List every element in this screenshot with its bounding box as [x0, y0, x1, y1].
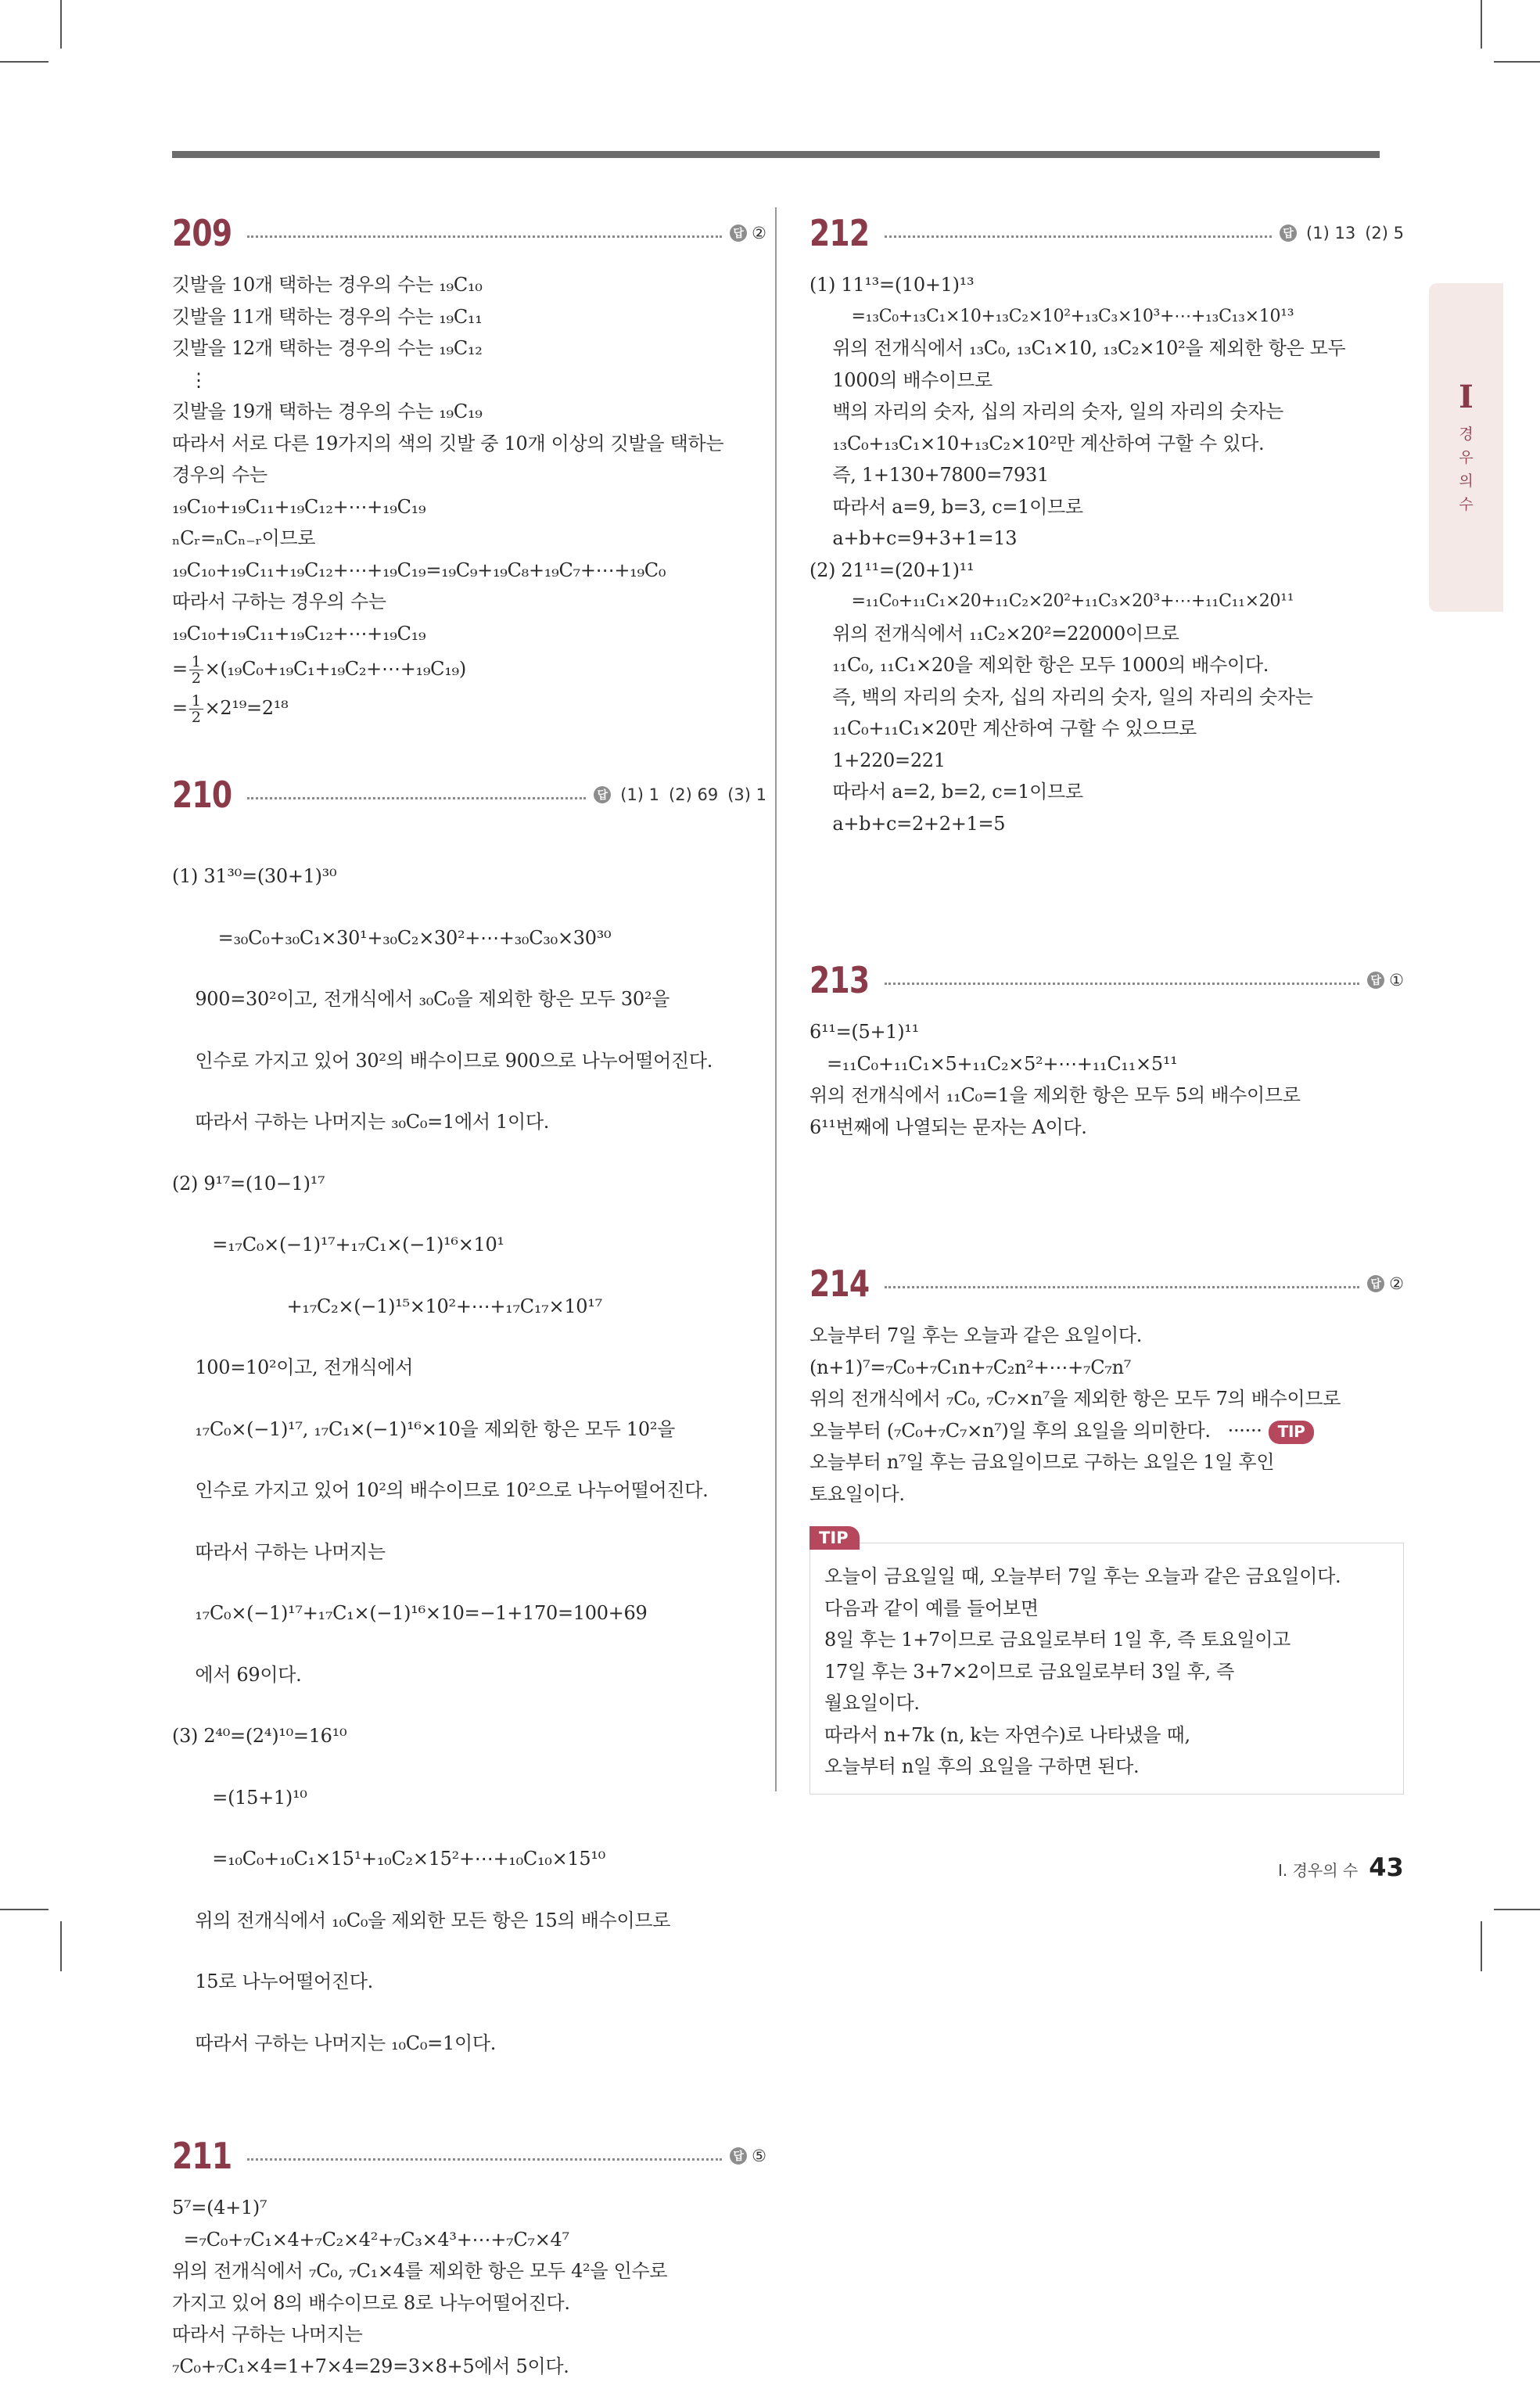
chapter-title-vertical	[1429, 422, 1503, 516]
solution-line: 토요일이다.	[809, 1478, 1404, 1511]
problem-211	[172, 2132, 766, 2382]
chapter-char: 경	[1429, 422, 1503, 446]
solution-line: 백의 자리의 숫자, 십의 자리의 숫자, 일의 자리의 숫자는	[809, 396, 1404, 428]
leader-dots	[247, 797, 586, 799]
problem-214	[809, 1260, 1404, 1795]
crop-mark	[0, 61, 48, 63]
problem-header	[172, 210, 766, 257]
answer-value: ②	[1389, 1274, 1404, 1293]
solution-body	[172, 2192, 766, 2382]
chapter-side-tab	[1429, 283, 1503, 612]
solution-line: 인수로 가지고 있어 30²의 배수이므로 900으로 나누어떨어진다.	[172, 1045, 766, 1077]
solution-line: =₁₇C₀×(−1)¹⁷+₁₇C₁×(−1)¹⁶×10¹	[172, 1229, 766, 1261]
problem-number: 212	[809, 212, 866, 254]
fraction	[189, 693, 203, 725]
solution-line: 깃발을 10개 택하는 경우의 수는 ₁₉C₁₀	[172, 269, 766, 301]
solution-line: ₙCᵣ=ₙCₙ₋ᵣ이므로	[172, 523, 766, 555]
solution-line: 즉, 백의 자리의 숫자, 십의 자리의 숫자, 일의 자리의 숫자는	[809, 681, 1404, 713]
fraction-denominator: 2	[189, 710, 203, 725]
answer	[1280, 224, 1404, 243]
answer-mark-icon: 답	[594, 786, 611, 803]
page-footer	[1278, 1852, 1404, 1882]
page-number: 43	[1369, 1852, 1404, 1882]
solution-line: ⋮	[172, 365, 766, 397]
solution-line: (1) 11¹³=(10+1)¹³	[809, 269, 1404, 301]
answer-mark-icon: 답	[1367, 972, 1384, 989]
problem-header	[172, 2132, 766, 2179]
answer-mark-icon: 답	[730, 2147, 747, 2165]
solution-line: (1) 31³⁰=(30+1)³⁰	[172, 860, 766, 893]
answer-mark-icon: 답	[730, 225, 747, 242]
tip-badge: TIP	[1269, 1421, 1315, 1444]
solution-line: 위의 전개식에서 ₁₁C₂×20²=22000이므로	[809, 618, 1404, 650]
solution-line: 인수로 가지고 있어 10²의 배수이므로 10²으로 나누어떨어진다.	[172, 1475, 766, 1507]
solution-line: 6¹¹=(5+1)¹¹	[809, 1016, 1404, 1048]
right-column	[809, 210, 1404, 1795]
fraction-line	[172, 649, 766, 688]
tip-line: 8일 후는 1+7이므로 금요일로부터 1일 후, 즉 토요일이고	[824, 1624, 1389, 1656]
problem-number: 214	[809, 1263, 866, 1305]
column-divider	[775, 207, 777, 1791]
solution-line: 100=10²이고, 전개식에서	[172, 1352, 766, 1384]
solution-body	[809, 1320, 1404, 1795]
crop-mark	[1481, 0, 1482, 49]
answer-value: (1) 1	[620, 785, 659, 804]
header-rule	[172, 151, 1380, 158]
solution-line: 따라서 a=2, b=2, c=1이므로	[809, 776, 1404, 808]
left-column	[172, 210, 766, 2382]
problem-212	[809, 210, 1404, 839]
solution-line: 오늘부터 7일 후는 오늘과 같은 요일이다.	[809, 1320, 1404, 1352]
solution-body	[172, 831, 766, 2089]
fraction-line	[172, 688, 766, 728]
chapter-numeral: I	[1429, 379, 1503, 415]
problem-number: 209	[172, 212, 228, 254]
answer-mark-icon: 답	[1280, 225, 1297, 242]
solution-body	[809, 1016, 1404, 1143]
solution-line: 위의 전개식에서 ₁₁C₀=1을 제외한 항은 모두 5의 배수이므로	[809, 1080, 1404, 1112]
answer	[1367, 971, 1404, 990]
solution-line: 위의 전개식에서 ₇C₀, ₇C₇×n⁷을 제외한 항은 모두 7의 배수이므로	[809, 1383, 1404, 1415]
answer-value: ②	[752, 224, 766, 243]
crop-mark	[0, 1909, 48, 1910]
problem-number: 213	[809, 959, 866, 1001]
solution-line: =₁₀C₀+₁₀C₁×15¹+₁₀C₂×15²+⋯+₁₀C₁₀×15¹⁰	[172, 1843, 766, 1875]
answer	[730, 2147, 766, 2165]
solution-line: ₁₇C₀×(−1)¹⁷, ₁₇C₁×(−1)¹⁶×10을 제외한 항은 모두 10²을	[172, 1414, 766, 1446]
problem-209	[172, 210, 766, 728]
solution-line: =₁₁C₀+₁₁C₁×20+₁₁C₂×20²+₁₁C₃×20³+⋯+₁₁C₁₁×20¹¹	[809, 586, 1404, 618]
solution-line: 깃발을 19개 택하는 경우의 수는 ₁₉C₁₉	[172, 396, 766, 428]
solution-line: +₁₇C₂×(−1)¹⁵×10²+⋯+₁₇C₁₇×10¹⁷	[172, 1291, 766, 1323]
solution-line: ₁₁C₀, ₁₁C₁×20을 제외한 항은 모두 1000의 배수이다.	[809, 649, 1404, 681]
solution-line: a+b+c=2+2+1=5	[809, 808, 1404, 840]
problem-header	[809, 210, 1404, 257]
solution-line: (3) 2⁴⁰=(2⁴)¹⁰=16¹⁰	[172, 1720, 766, 1752]
fraction-denominator: 2	[189, 670, 203, 686]
solution-line: 위의 전개식에서 ₇C₀, ₇C₁×4를 제외한 항은 모두 4²을 인수로	[172, 2255, 766, 2287]
solution-line: 깃발을 12개 택하는 경우의 수는 ₁₉C₁₂	[172, 332, 766, 365]
solution-line: a+b+c=9+3+1=13	[809, 523, 1404, 555]
tip-box	[809, 1543, 1404, 1795]
fraction-rest: ×(₁₉C₀+₁₉C₁+₁₉C₂+⋯+₁₉C₁₉)	[205, 658, 466, 680]
leader-dots	[885, 235, 1272, 238]
solution-line: (2) 9¹⁷=(10−1)¹⁷	[172, 1168, 766, 1200]
problem-number: 211	[172, 2135, 228, 2177]
tip-reference-text: 오늘부터 (₇C₀+₇C₇×n⁷)일 후의 요일을 의미한다. ······	[809, 1420, 1262, 1442]
solution-line: 1+220=221	[809, 745, 1404, 777]
answer	[1367, 1274, 1404, 1293]
problem-header	[809, 1260, 1404, 1307]
chapter-char: 우	[1429, 446, 1503, 469]
solution-line: =₁₁C₀+₁₁C₁×5+₁₁C₂×5²+⋯+₁₁C₁₁×5¹¹	[809, 1048, 1404, 1080]
solution-line: 깃발을 11개 택하는 경우의 수는 ₁₉C₁₁	[172, 301, 766, 333]
problem-210	[172, 771, 766, 2089]
crop-mark	[1481, 1921, 1482, 1971]
solution-line: 에서 69이다.	[172, 1659, 766, 1691]
solution-line: ₁₉C₁₀+₁₉C₁₁+₁₉C₁₂+⋯+₁₉C₁₉	[172, 618, 766, 650]
crop-mark	[1494, 1909, 1540, 1910]
solution-line: 즉, 1+130+7800=7931	[809, 459, 1404, 491]
solution-line: ₁₉C₁₀+₁₉C₁₁+₁₉C₁₂+⋯+₁₉C₁₉=₁₉C₉+₁₉C₈+₁₉C₇+⋯+₁₉C₀	[172, 555, 766, 587]
equals-sign: =	[172, 658, 188, 680]
leader-dots	[247, 235, 722, 238]
problem-header	[809, 957, 1404, 1004]
solution-line: 위의 전개식에서 ₁₀C₀을 제외한 모든 항은 15의 배수이므로	[172, 1905, 766, 1937]
solution-line: 1000의 배수이므로	[809, 365, 1404, 397]
leader-dots	[885, 983, 1359, 985]
solution-line: =₃₀C₀+₃₀C₁×30¹+₃₀C₂×30²+⋯+₃₀C₃₀×30³⁰	[172, 922, 766, 954]
solution-line: 900=30²이고, 전개식에서 ₃₀C₀을 제외한 항은 모두 30²을	[172, 983, 766, 1015]
answer	[594, 785, 766, 804]
solution-line: 따라서 구하는 나머지는	[172, 1536, 766, 1568]
crop-mark	[1494, 61, 1540, 63]
crop-mark	[60, 0, 62, 49]
solution-line: 따라서 구하는 나머지는 ₃₀C₀=1에서 1이다.	[172, 1106, 766, 1138]
tip-line: 다음과 같이 예를 들어보면	[824, 1593, 1389, 1625]
equals-sign: =	[172, 697, 188, 719]
chapter-char: 수	[1429, 493, 1503, 516]
solution-line: 따라서 구하는 나머지는	[172, 2319, 766, 2351]
problem-number: 210	[172, 774, 228, 816]
solution-line: 따라서 서로 다른 19가지의 색의 깃발 중 10개 이상의 깃발을 택하는	[172, 428, 766, 460]
solution-line: 따라서 구하는 나머지는 ₁₀C₀=1이다.	[172, 2028, 766, 2060]
footer-chapter-label: I. 경우의 수	[1278, 1858, 1358, 1881]
solution-line: 경우의 수는	[172, 459, 766, 491]
solution-line: 가지고 있어 8의 배수이므로 8로 나누어떨어진다.	[172, 2287, 766, 2319]
tip-line: 따라서 n+7k (n, k는 자연수)로 나타냈을 때,	[824, 1719, 1389, 1751]
answer-value: (3) 1	[727, 785, 766, 804]
problem-213	[809, 957, 1404, 1143]
solution-body	[809, 269, 1404, 839]
answer-value: (1) 13	[1306, 224, 1355, 243]
fraction	[189, 654, 203, 686]
tip-line: 월요일이다.	[824, 1687, 1389, 1719]
solution-line: 오늘부터 n⁷일 후는 금요일이므로 구하는 요일은 1일 후인	[809, 1446, 1404, 1478]
answer-mark-icon: 답	[1367, 1275, 1384, 1292]
solution-line: 위의 전개식에서 ₁₃C₀, ₁₃C₁×10, ₁₃C₂×10²을 제외한 항은 모두	[809, 332, 1404, 365]
fraction-numerator: 1	[189, 654, 203, 670]
fraction-rest: ×2¹⁹=2¹⁸	[205, 697, 289, 719]
solution-line: =(15+1)¹⁰	[172, 1782, 766, 1814]
tip-line: 17일 후는 3+7×2이므로 금요일로부터 3일 후, 즉	[824, 1656, 1389, 1688]
solution-line: ₇C₀+₇C₁×4=1+7×4=29=3×8+5에서 5이다.	[172, 2351, 766, 2382]
solution-line: ₁₇C₀×(−1)¹⁷+₁₇C₁×(−1)¹⁶×10=−1+170=100+69	[172, 1597, 766, 1629]
tip-box-label: TIP	[809, 1526, 860, 1550]
solution-line: =₁₃C₀+₁₃C₁×10+₁₃C₂×10²+₁₃C₃×10³+⋯+₁₃C₁₃×10¹³	[809, 301, 1404, 333]
problem-header	[172, 771, 766, 818]
fraction-numerator: 1	[189, 693, 203, 710]
solution-line: (n+1)⁷=₇C₀+₇C₁n+₇C₂n²+⋯+₇C₇n⁷	[809, 1352, 1404, 1384]
answer-value: (2) 5	[1365, 224, 1404, 243]
answer-value: (2) 69	[669, 785, 718, 804]
solution-line: 따라서 구하는 경우의 수는	[172, 586, 766, 618]
solution-line: 5⁷=(4+1)⁷	[172, 2192, 766, 2224]
crop-mark	[60, 1921, 62, 1971]
solution-line-with-tip	[809, 1415, 1404, 1447]
leader-dots	[885, 1286, 1359, 1288]
answer-value: ⑤	[752, 2147, 766, 2165]
answer-value: ①	[1389, 971, 1404, 990]
leader-dots	[247, 2158, 722, 2161]
tip-line: 오늘부터 n일 후의 요일을 구하면 된다.	[824, 1751, 1389, 1783]
solution-line: ₁₁C₀+₁₁C₁×20만 계산하여 구할 수 있으므로	[809, 713, 1404, 745]
solution-line: 6¹¹번째에 나열되는 문자는 A이다.	[809, 1112, 1404, 1144]
solution-line: ₁₉C₁₀+₁₉C₁₁+₁₉C₁₂+⋯+₁₉C₁₉	[172, 491, 766, 523]
solution-line: (2) 21¹¹=(20+1)¹¹	[809, 555, 1404, 587]
answer	[730, 224, 766, 243]
solution-line: ₁₃C₀+₁₃C₁×10+₁₃C₂×10²만 계산하여 구할 수 있다.	[809, 428, 1404, 460]
solution-line: 15로 나누어떨어진다.	[172, 1966, 766, 1998]
chapter-char: 의	[1429, 469, 1503, 493]
solution-line: 따라서 a=9, b=3, c=1이므로	[809, 491, 1404, 523]
tip-line: 오늘이 금요일일 때, 오늘부터 7일 후는 오늘과 같은 금요일이다.	[824, 1561, 1389, 1593]
solution-body	[172, 269, 766, 728]
solution-line: =₇C₀+₇C₁×4+₇C₂×4²+₇C₃×4³+⋯+₇C₇×4⁷	[172, 2224, 766, 2256]
